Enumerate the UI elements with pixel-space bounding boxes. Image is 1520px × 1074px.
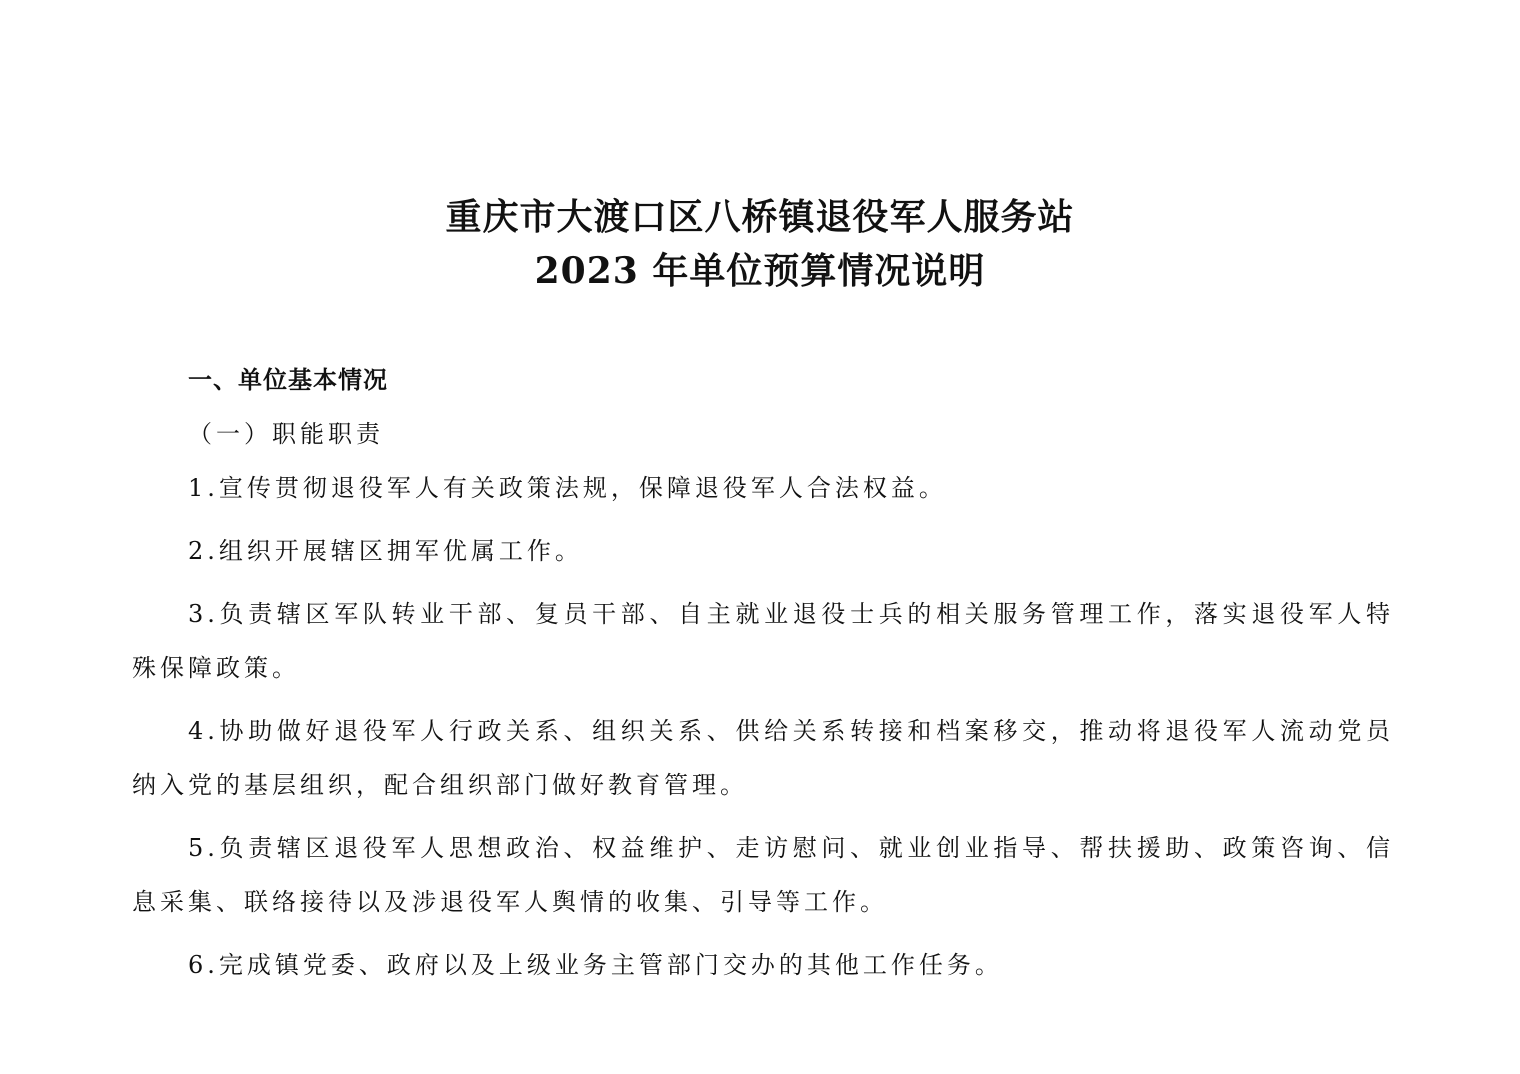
document-title xyxy=(0,190,1520,298)
document-body xyxy=(132,362,1394,992)
duty-item-5: 5.负责辖区退役军人思想政治、权益维护、走访慰问、就业创业指导、帮扶援助、政策咨询、信息采集、联络接待以及涉退役军人舆情的收集、引导等工作。 xyxy=(132,834,1394,916)
duty-item-1: 1.宣传贯彻退役军人有关政策法规，保障退役军人合法权益。 xyxy=(188,474,947,502)
sub-heading-functions: （一）职能职责 xyxy=(188,420,384,448)
section-heading-basic-info: 一、单位基本情况 xyxy=(188,366,388,394)
duty-item-6: 6.完成镇党委、政府以及上级业务主管部门交办的其他工作任务。 xyxy=(188,951,1003,979)
title-line-1: 重庆市大渡口区八桥镇退役军人服务站 xyxy=(445,196,1075,238)
duty-item-3: 3.负责辖区军队转业干部、复员干部、自主就业退役士兵的相关服务管理工作，落实退役军人特殊保障政策。 xyxy=(132,600,1394,682)
duty-item-4: 4.协助做好退役军人行政关系、组织关系、供给关系转接和档案移交，推动将退役军人流动党员纳入党的基层组织，配合组织部门做好教育管理。 xyxy=(132,717,1394,799)
title-line-2: 2023 年单位预算情况说明 xyxy=(534,250,986,292)
duty-item-2: 2.组织开展辖区拥军优属工作。 xyxy=(188,537,583,565)
